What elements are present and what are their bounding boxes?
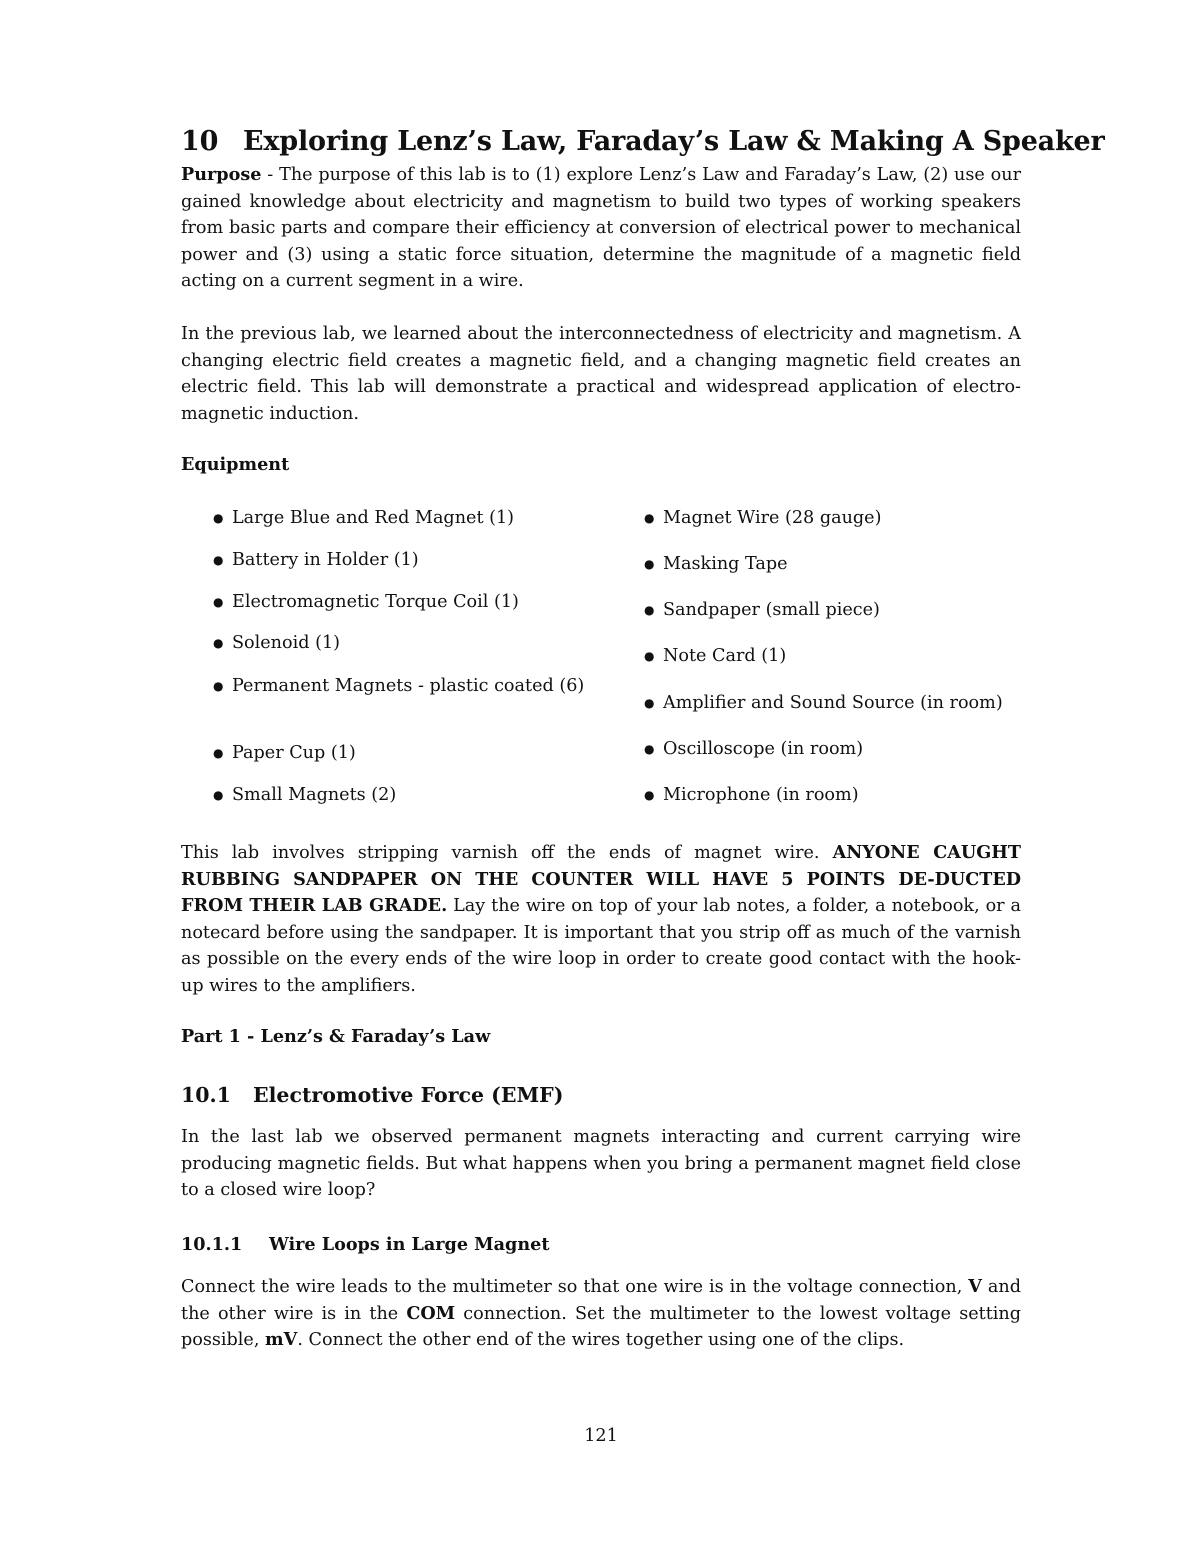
chapter-title xyxy=(181,126,1105,158)
equipment-item: ● Large Blue and Red Magnet (1) xyxy=(210,505,596,531)
equipment-item: ● Paper Cup (1) xyxy=(210,740,596,766)
bullet-icon: ● xyxy=(644,603,655,617)
subsection-paragraph: Connect the wire leads to the multimeter so that one wire is in the voltage connection, V and the other wire is in the COM connection. Set the multimeter to the lowest voltage setting possible, mV. Connect the other end of the wires together using one of the clips. xyxy=(181,1276,1021,1350)
equipment-item: ● Oscilloscope (in room) xyxy=(641,736,863,762)
purpose-paragraph xyxy=(181,162,1021,295)
purpose-text: - The purpose of this lab is to (1) explore Lenz’s Law and Faraday’s Law, (2) use our gained knowledge about electricity and magnetism to build two types of working speakers from basic parts and compare their efficiency at conversion of electrical power to mechanical power and (3) using a static force situation, determine the magnitude of a magnetic field acting on a current segment in a wire. xyxy=(181,165,1021,291)
equipment-item: ● Note Card (1) xyxy=(641,643,786,669)
subsection-title: Wire Loops in Large Magnet xyxy=(269,1234,550,1255)
page-number: 121 xyxy=(584,1426,618,1446)
bullet-icon: ● xyxy=(644,557,655,571)
subsection-heading xyxy=(181,1234,549,1255)
equipment-item: ● Microphone (in room) xyxy=(641,782,859,808)
equipment-item: ● Solenoid (1) xyxy=(210,630,596,656)
bullet-icon: ● xyxy=(213,553,224,567)
equipment-item: ● Amplifier and Sound Source (in room) xyxy=(641,690,1003,716)
section-number: 10.1 xyxy=(181,1083,231,1107)
intro-paragraph: In the previous lab, we learned about the interconnectedness of electricity and magnetism. A changing electric field creates a magnetic field, and a changing magnetic field creates an electric field. This lab will demonstrate a practical and widespread application of electro-magnetic induction. xyxy=(181,324,1021,424)
bullet-icon: ● xyxy=(213,511,224,525)
bullet-icon: ● xyxy=(644,511,655,525)
chapter-title-text: Exploring Lenz’s Law, Faraday’s Law & Making A Speaker xyxy=(243,126,1105,158)
bullet-icon: ● xyxy=(213,679,224,693)
warning-bold: ANYONE CAUGHT RUBBING SANDPAPER ON THE COUNTER WILL HAVE 5 POINTS DE-DUCTED FROM THEIR LAB GRADE. xyxy=(181,842,1021,916)
section-heading xyxy=(181,1083,563,1107)
warning-lead: This lab involves stripping varnish off the ends of magnet wire. xyxy=(181,843,833,863)
chapter-number: 10 xyxy=(181,126,219,158)
warning-tail: Lay the wire on top of your lab notes, a folder, a notebook, or a notecard before using the sandpaper. It is important that you strip off as much of the varnish as possible on the every ends of the wire loop in order to create good contact with the hook-up wires to the amplifiers. xyxy=(181,896,1021,996)
bullet-icon: ● xyxy=(644,788,655,802)
equipment-heading: Equipment xyxy=(181,454,290,475)
purpose-label: Purpose xyxy=(181,164,262,185)
equipment-item: ● Sandpaper (small piece) xyxy=(641,597,880,623)
equipment-item: ● Masking Tape xyxy=(641,551,788,577)
equipment-item: ● Battery in Holder (1) xyxy=(210,547,596,573)
bullet-icon: ● xyxy=(213,636,224,650)
bullet-icon: ● xyxy=(644,649,655,663)
subsection-number: 10.1.1 xyxy=(181,1234,243,1255)
equipment-item: ● Electromagnetic Torque Coil (1) xyxy=(210,589,596,615)
part-heading: Part 1 - Lenz’s & Faraday’s Law xyxy=(181,1026,491,1047)
section-title: Electromotive Force (EMF) xyxy=(253,1083,564,1107)
warning-paragraph xyxy=(181,840,1021,999)
bullet-icon: ● xyxy=(644,742,655,756)
equipment-item: ● Permanent Magnets - plastic coated (6) xyxy=(210,673,596,699)
bullet-icon: ● xyxy=(213,788,224,802)
bullet-icon: ● xyxy=(213,746,224,760)
equipment-item: ● Small Magnets (2) xyxy=(210,782,596,808)
bullet-icon: ● xyxy=(644,696,655,710)
bullet-icon: ● xyxy=(213,595,224,609)
document-page xyxy=(181,0,1105,1553)
section-paragraph: In the last lab we observed permanent magnets interacting and current carrying wire producing magnetic fields. But what happens when you bring a permanent magnet field close to a closed wire loop? xyxy=(181,1127,1021,1200)
equipment-item: ● Magnet Wire (28 gauge) xyxy=(641,505,881,531)
